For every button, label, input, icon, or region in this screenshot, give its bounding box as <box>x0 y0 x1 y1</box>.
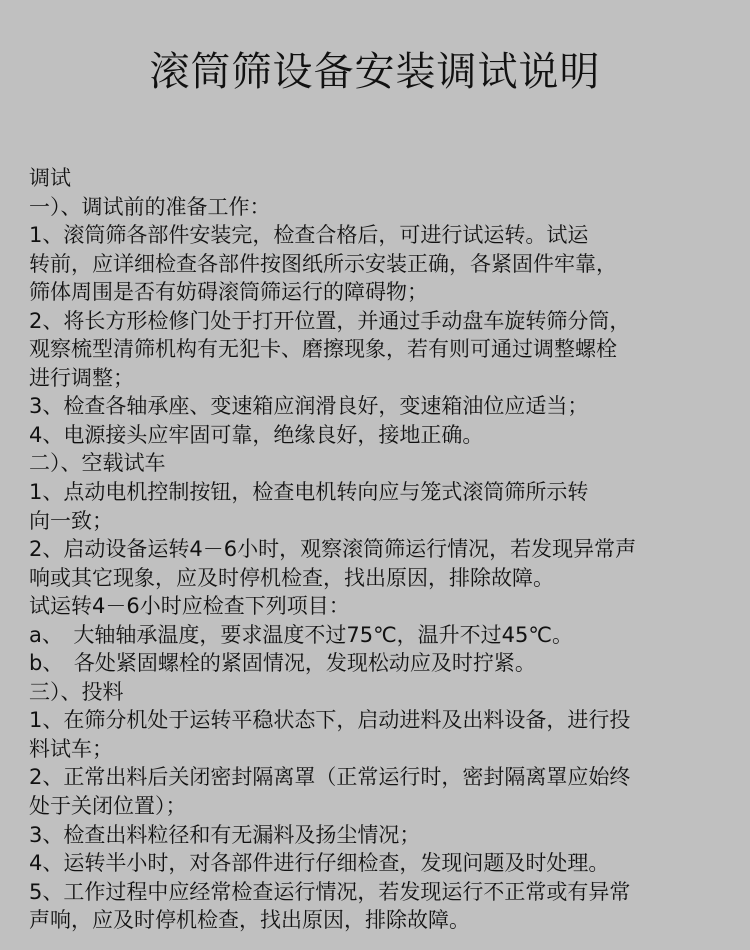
text-line: 1、滚筒筛各部件安装完，检查合格后，可进行试运转。试运 <box>29 223 589 248</box>
section-heading-feeding: 三）、投料 <box>29 679 124 704</box>
text-line: 料试车； <box>29 736 113 761</box>
text-line: 3、检查出料粒径和有无漏料及扬尘情况； <box>29 822 421 847</box>
text-line: 3、检查各轴承座、变速箱应润滑良好，变速箱油位应适当； <box>29 394 589 419</box>
text-line: 1、在筛分机处于运转平稳状态下，启动进料及出料设备，进行投 <box>29 708 631 733</box>
document-title: 滚筒筛设备安装调试说明 <box>149 49 601 95</box>
section-heading-debug: 调试 <box>29 166 71 190</box>
document-body <box>29 164 750 935</box>
text-line: a、 大轴轴承温度，要求温度不过75℃，温升不过45℃。 <box>29 622 573 647</box>
text-line: 4、电源接头应牢固可靠，绝缘良好，接地正确。 <box>29 422 484 447</box>
section-heading-preparation: 一）、调试前的准备工作： <box>29 194 271 219</box>
text-line: 2、将长方形检修门处于打开位置，并通过手动盘车旋转筛分筒， <box>29 308 631 333</box>
text-line: 观察梳型清筛机构有无犯卡、磨擦现象，若有则可通过调整螺栓 <box>29 337 617 362</box>
text-line: 2、正常出料后关闭密封隔离罩（正常运行时，密封隔离罩应始终 <box>29 765 631 790</box>
text-line: 转前，应详细检查各部件按图纸所示安装正确，各紧固件牢靠， <box>29 251 617 276</box>
section-heading-no-load-test: 二）、空载试车 <box>29 451 166 476</box>
text-line: 5、工作过程中应经常检查运行情况，若发现运行不正常或有异常 <box>29 879 631 904</box>
text-line: 进行调整； <box>29 365 134 390</box>
text-line: b、 各处紧固螺栓的紧固情况，发现松动应及时拧紧。 <box>29 651 536 676</box>
text-line: 试运转4－6小时应检查下列项目： <box>29 594 350 619</box>
text-line: 声响，应及时停机检查，找出原因，排除故障。 <box>29 908 470 933</box>
text-line: 筛体周围是否有妨碍滚筒筛运行的障碍物； <box>29 280 428 305</box>
text-line: 2、启动设备运转4－6小时，观察滚筒筛运行情况，若发现异常声 <box>29 537 637 562</box>
text-line: 1、点动电机控制按钮，检查电机转向应与笼式滚筒筛所示转 <box>29 480 589 505</box>
text-line: 向一致； <box>29 508 113 533</box>
text-line: 响或其它现象，应及时停机检查，找出原因，排除故障。 <box>29 565 554 590</box>
text-line: 4、运转半小时，对各部件进行仔细检查，发现问题及时处理。 <box>29 851 610 876</box>
text-line: 处于关闭位置）； <box>29 794 187 819</box>
